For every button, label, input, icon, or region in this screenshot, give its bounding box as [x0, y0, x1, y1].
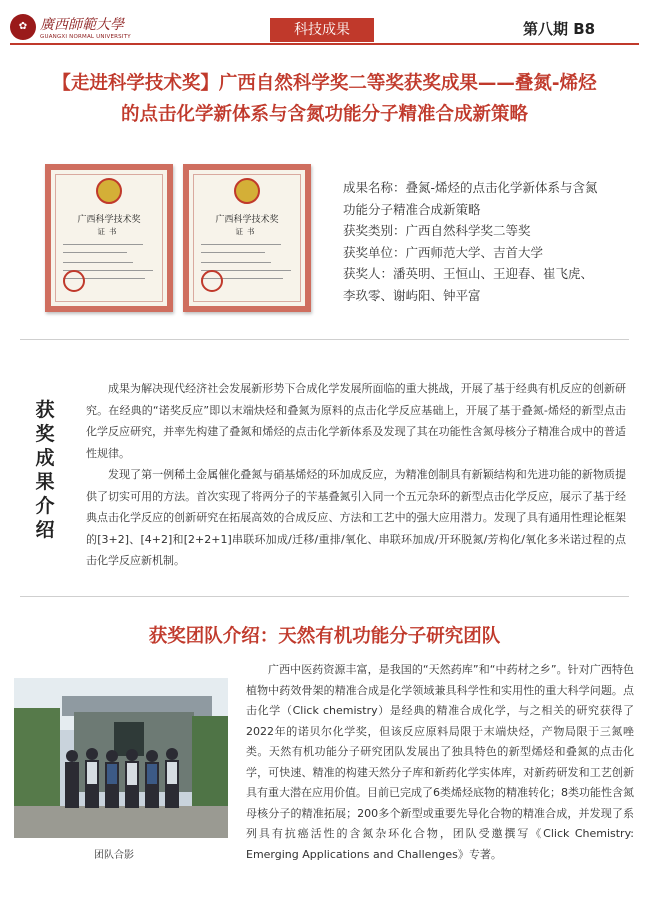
award-info	[343, 177, 633, 306]
team-body	[246, 660, 634, 865]
national-emblem-icon	[234, 178, 260, 204]
certificate-title: 广西科学技术奖	[77, 215, 141, 225]
certificate-image-2	[183, 164, 311, 312]
certificate-image-1	[45, 164, 173, 312]
team-photo	[14, 678, 228, 838]
university-seal-icon: ✿	[10, 14, 36, 40]
team-paragraph: 广西中医药资源丰富，是我国的“天然药库”和“中药材之乡”。针对广西特色植物中药效骨架的精准合成是化学领域兼具科学性和实用性的重大科学问题。点击化学（Click chemistry）是经典的精准合成化学，与之相关的研究获得了2022年的诺贝尔化学奖，但该反应原料局限于末端炔烃，产物局限于三氮唑类。天然有机功能分子研究团队发展出了独具特色的新型烯烃和叠氮的点击化学，可快速、精准的构建天然分子库和新药化学实体库，对新药研发和工艺创新具有重大潜在应用价值。目前已完成了6类烯烃底物的精准转化；8类功能性含氮母核分子的精准拓展；200多个新型或重要先导化合物的精准合成，并发现了系列具有抗癌活性的含氮杂环化合物，团队受邀撰写《Click Chemistry: Emerging Applications and Challenges》专著。	[246, 663, 634, 861]
award-info-line: 李玖零、谢屿阳、钟平富	[343, 287, 481, 303]
intro-body	[86, 378, 626, 572]
award-info-line: 成果名称：叠氮-烯烃的点击化学新体系与含氮	[343, 180, 598, 195]
photo-caption: 团队合影	[94, 850, 134, 861]
section-divider	[20, 339, 629, 340]
section-tab: 科技成果	[270, 18, 374, 42]
intro-vertical-label: 获 奖 成 果 介 绍	[35, 399, 55, 541]
logo-english-name: GUANGXI NORMAL UNIVERSITY	[40, 34, 131, 40]
issue-number: 第八期 B8	[523, 20, 596, 38]
award-info-line: 获奖人：潘英明、王恒山、王迎春、崔飞虎、	[343, 266, 594, 281]
article-title-line-1: 【走进科学技术奖】广西自然科学奖二等奖获奖成果——叠氮-烯烃	[52, 73, 597, 94]
certificate-subtitle: 证书	[97, 227, 121, 236]
certificate-title: 广西科学技术奖	[215, 215, 279, 225]
award-info-line: 获奖类别：广西自然科学奖二等奖	[343, 223, 531, 238]
logo-chinese-name: 廣西師範大學	[40, 17, 124, 33]
award-info-line: 功能分子精准合成新策略	[343, 201, 481, 217]
intro-paragraph: 发现了第一例稀土金属催化叠氮与硝基烯烃的环加成反应，为精准创制具有新颖结构和先进功能的新物质提供了切实可用的方法。首次实现了将两分子的苄基叠氮引入同一个五元杂环的新型点击化学反应，展示了基于经典点击化学反应的创新研究在拓展高效的合成反应、方法和工艺中的强大应用潜力。发现了具有通用性理论框架的[3+2]、[4+2]和[2+2+1]串联环加成/迁移/重排/氧化、串联环加成/开环脱氮/芳构化/氧化多米诺过程的点击化学反应新机制。	[86, 468, 626, 567]
certificate-subtitle: 证书	[235, 227, 259, 236]
team-photo-illustration	[14, 678, 228, 838]
section-divider	[20, 596, 629, 597]
article-title-line-2: 的点击化学新体系与含氮功能分子精准合成新策略	[120, 104, 528, 125]
seal-stamp-icon	[63, 270, 85, 292]
national-emblem-icon	[96, 178, 122, 204]
university-logo	[10, 12, 130, 46]
header-divider	[10, 43, 639, 45]
team-section-title: 获奖团队介绍：天然有机功能分子研究团队	[148, 626, 501, 647]
intro-paragraph: 成果为解决现代经济社会发展新形势下合成化学发展所面临的重大挑战，开展了基于经典有机反应的创新研究。在经典的“诺奖反应”即以末端炔烃和叠氮为原料的点击化学反应基础上，开展了基于叠氮-烯烃的新型点击化学反应研究，并率先构建了叠氮和烯烃的点击化学新体系及发现了其在功能性含氮母核分子精准合成中的普适性规律。	[86, 382, 626, 460]
award-info-line: 获奖单位：广西师范大学、吉首大学	[343, 244, 544, 260]
seal-stamp-icon	[201, 270, 223, 292]
